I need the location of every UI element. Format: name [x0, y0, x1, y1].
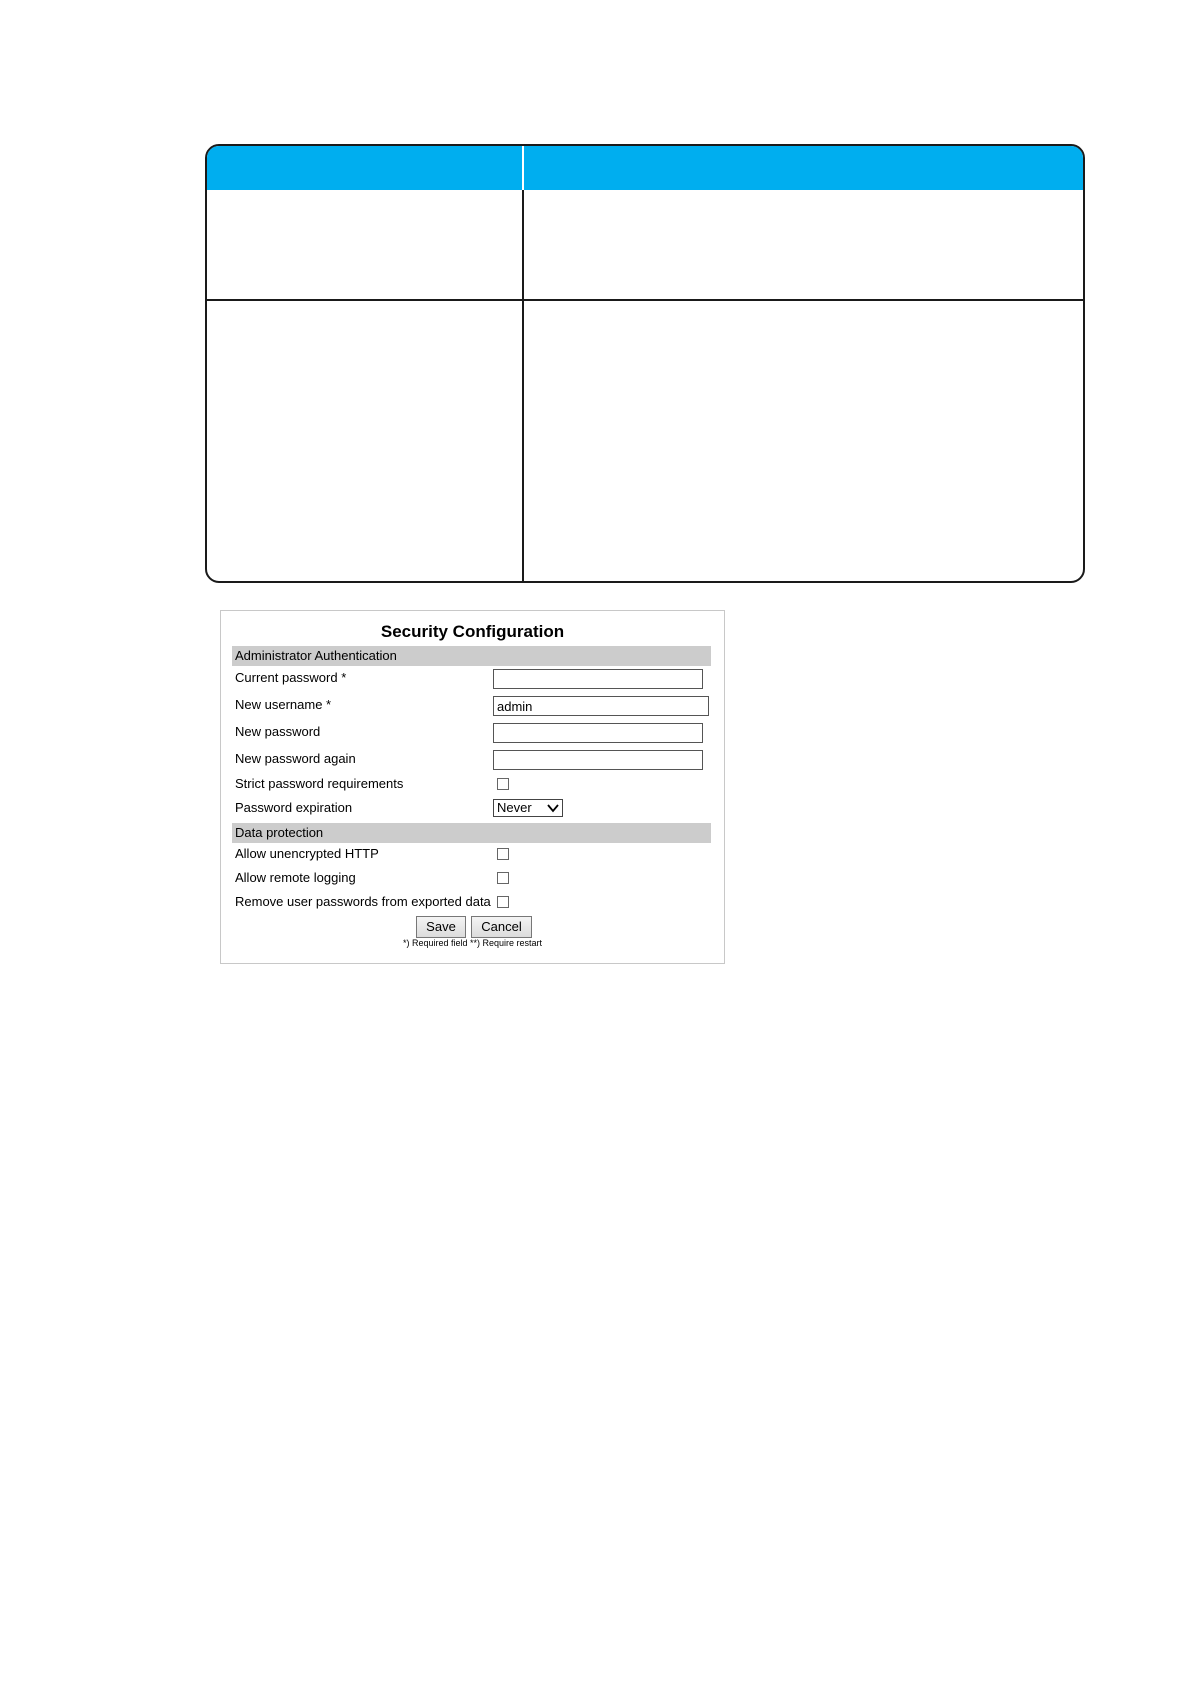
cancel-button[interactable]: Cancel [471, 916, 532, 938]
footnote: *) Required field **) Require restart [402, 938, 543, 948]
table-row-divider [207, 299, 1083, 301]
remove-passwords-checkbox[interactable] [497, 896, 509, 908]
table-column-divider [522, 190, 524, 581]
strict-password-label: Strict password requirements [235, 776, 404, 791]
password-expiration-value: Never [497, 800, 532, 815]
allow-remote-logging-label: Allow remote logging [235, 870, 356, 885]
document-table [205, 144, 1085, 583]
current-password-label: Current password * [235, 670, 347, 685]
allow-remote-logging-checkbox[interactable] [497, 872, 509, 884]
password-expiration-label: Password expiration [235, 800, 353, 815]
new-username-label: New username * [235, 697, 332, 712]
allow-http-label: Allow unencrypted HTTP [235, 846, 379, 861]
new-password-input[interactable] [493, 723, 703, 743]
new-username-input[interactable] [493, 696, 709, 716]
save-button[interactable]: Save [416, 916, 466, 938]
new-password-again-input[interactable] [493, 750, 703, 770]
new-password-again-label: New password again [235, 751, 356, 766]
allow-http-checkbox[interactable] [497, 848, 509, 860]
new-password-label: New password [235, 724, 321, 739]
remove-passwords-label: Remove user passwords from exported data [235, 894, 491, 909]
password-expiration-select[interactable] [493, 799, 563, 817]
table-header-row [207, 146, 1083, 190]
panel-title: Security Configuration [380, 622, 565, 641]
section-header-admin-auth: Administrator Authentication [232, 646, 711, 666]
header-column-divider [522, 146, 524, 190]
strict-password-checkbox[interactable] [497, 778, 509, 790]
chevron-down-icon [547, 803, 559, 813]
security-configuration-panel [220, 610, 725, 964]
current-password-input[interactable] [493, 669, 703, 689]
section-header-data-protection: Data protection [232, 823, 711, 843]
